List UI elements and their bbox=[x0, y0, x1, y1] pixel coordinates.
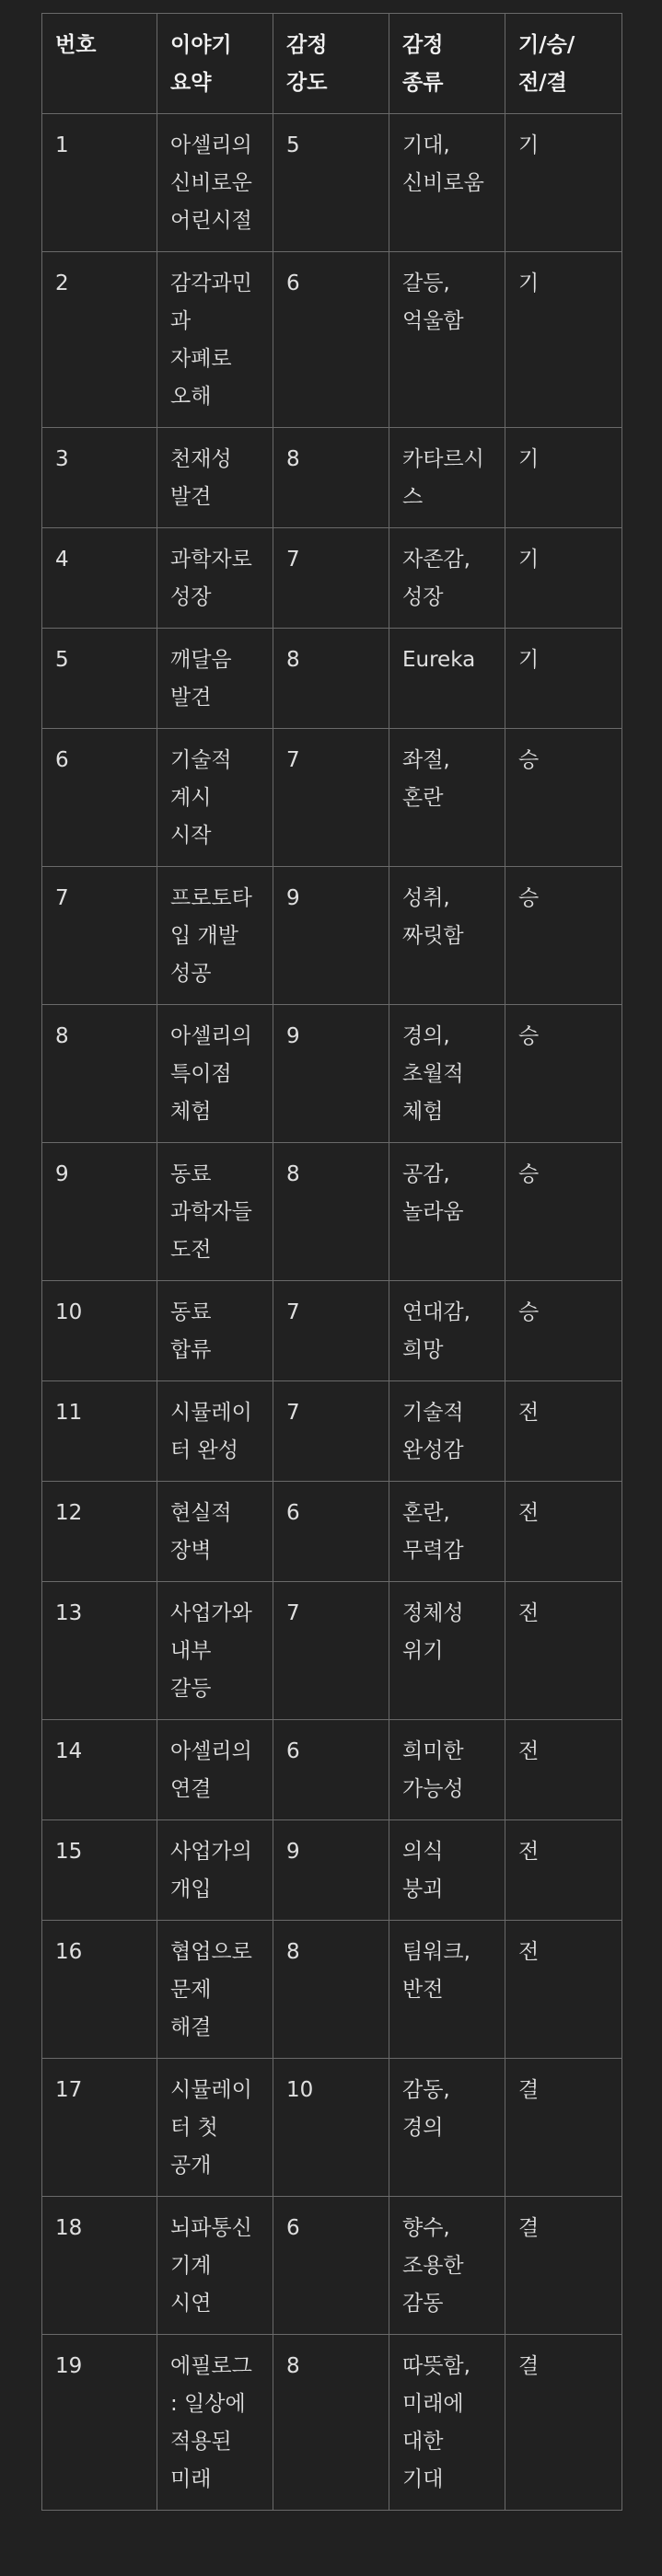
cell-emotion-intensity: 7 bbox=[273, 1281, 389, 1381]
cell-emotion-intensity: 5 bbox=[273, 114, 389, 252]
table-row bbox=[42, 1820, 622, 1921]
table-row bbox=[42, 114, 622, 252]
header-number: 번호 bbox=[42, 14, 157, 114]
table-row bbox=[42, 428, 622, 528]
cell-emotion-type: 자존감, 성장 bbox=[389, 528, 505, 629]
cell-story-stage: 결 bbox=[505, 2335, 622, 2511]
cell-emotion-intensity: 9 bbox=[273, 1005, 389, 1143]
table-row bbox=[42, 1281, 622, 1381]
cell-emotion-type: 성취, 짜릿함 bbox=[389, 867, 505, 1005]
cell-story-stage: 승 bbox=[505, 1281, 622, 1381]
cell-number: 7 bbox=[42, 867, 157, 1005]
cell-story-summary: 프로토타 입 개발 성공 bbox=[157, 867, 273, 1005]
cell-number: 17 bbox=[42, 2059, 157, 2197]
cell-story-stage: 승 bbox=[505, 867, 622, 1005]
table-row bbox=[42, 867, 622, 1005]
table-row bbox=[42, 1921, 622, 2059]
cell-emotion-type: 연대감, 희망 bbox=[389, 1281, 505, 1381]
table-row bbox=[42, 1005, 622, 1143]
cell-story-summary: 아셀리의 신비로운 어린시절 bbox=[157, 114, 273, 252]
cell-story-summary: 에필로그 : 일상에 적용된 미래 bbox=[157, 2335, 273, 2511]
cell-number: 6 bbox=[42, 729, 157, 867]
table-row bbox=[42, 1381, 622, 1482]
table-row bbox=[42, 2335, 622, 2511]
cell-emotion-intensity: 7 bbox=[273, 1381, 389, 1482]
table-row bbox=[42, 629, 622, 729]
cell-emotion-type: 따뜻함, 미래에 대한 기대 bbox=[389, 2335, 505, 2511]
cell-emotion-intensity: 6 bbox=[273, 1720, 389, 1820]
cell-emotion-intensity: 6 bbox=[273, 1482, 389, 1582]
cell-number: 11 bbox=[42, 1381, 157, 1482]
cell-story-stage: 전 bbox=[505, 1381, 622, 1482]
cell-story-summary: 과학자로 성장 bbox=[157, 528, 273, 629]
cell-emotion-type: 기대, 신비로움 bbox=[389, 114, 505, 252]
cell-story-stage: 결 bbox=[505, 2197, 622, 2335]
cell-emotion-type: 정체성 위기 bbox=[389, 1582, 505, 1720]
table-row bbox=[42, 1582, 622, 1720]
story-emotion-table bbox=[41, 13, 622, 2511]
cell-story-summary: 현실적 장벽 bbox=[157, 1482, 273, 1582]
cell-emotion-type: 희미한 가능성 bbox=[389, 1720, 505, 1820]
cell-story-stage: 기 bbox=[505, 114, 622, 252]
header-emotion-intensity: 감정 강도 bbox=[273, 14, 389, 114]
table-row bbox=[42, 252, 622, 428]
table-row bbox=[42, 729, 622, 867]
cell-emotion-type: 혼란, 무력감 bbox=[389, 1482, 505, 1582]
cell-emotion-type: 기술적 완성감 bbox=[389, 1381, 505, 1482]
cell-number: 3 bbox=[42, 428, 157, 528]
cell-emotion-intensity: 10 bbox=[273, 2059, 389, 2197]
table-row bbox=[42, 1720, 622, 1820]
cell-emotion-type: 팀워크, 반전 bbox=[389, 1921, 505, 2059]
cell-story-summary: 뇌파통신 기계 시연 bbox=[157, 2197, 273, 2335]
cell-number: 1 bbox=[42, 114, 157, 252]
cell-story-summary: 감각과민 과 자폐로 오해 bbox=[157, 252, 273, 428]
cell-story-stage: 승 bbox=[505, 1143, 622, 1281]
table-row bbox=[42, 2197, 622, 2335]
cell-story-stage: 결 bbox=[505, 2059, 622, 2197]
cell-emotion-intensity: 7 bbox=[273, 528, 389, 629]
cell-emotion-type: Eureka bbox=[389, 629, 505, 729]
cell-number: 9 bbox=[42, 1143, 157, 1281]
cell-story-summary: 시뮬레이 터 완성 bbox=[157, 1381, 273, 1482]
cell-story-summary: 협업으로 문제 해결 bbox=[157, 1921, 273, 2059]
cell-number: 12 bbox=[42, 1482, 157, 1582]
cell-story-stage: 기 bbox=[505, 528, 622, 629]
cell-emotion-type: 감동, 경의 bbox=[389, 2059, 505, 2197]
cell-emotion-intensity: 6 bbox=[273, 2197, 389, 2335]
header-story-summary: 이야기 요약 bbox=[157, 14, 273, 114]
cell-story-summary: 시뮬레이 터 첫 공개 bbox=[157, 2059, 273, 2197]
cell-story-stage: 전 bbox=[505, 1582, 622, 1720]
cell-emotion-intensity: 8 bbox=[273, 428, 389, 528]
cell-story-stage: 기 bbox=[505, 252, 622, 428]
table-body bbox=[42, 114, 622, 2511]
cell-emotion-intensity: 6 bbox=[273, 252, 389, 428]
header-emotion-type: 감정 종류 bbox=[389, 14, 505, 114]
cell-number: 8 bbox=[42, 1005, 157, 1143]
cell-story-summary: 동료 합류 bbox=[157, 1281, 273, 1381]
cell-emotion-type: 카타르시 스 bbox=[389, 428, 505, 528]
story-emotion-table-container bbox=[41, 13, 621, 2511]
table-row bbox=[42, 2059, 622, 2197]
cell-emotion-type: 좌절, 혼란 bbox=[389, 729, 505, 867]
cell-emotion-intensity: 8 bbox=[273, 629, 389, 729]
cell-story-summary: 천재성 발견 bbox=[157, 428, 273, 528]
cell-emotion-type: 공감, 놀라움 bbox=[389, 1143, 505, 1281]
cell-number: 15 bbox=[42, 1820, 157, 1921]
cell-emotion-type: 향수, 조용한 감동 bbox=[389, 2197, 505, 2335]
cell-emotion-intensity: 8 bbox=[273, 2335, 389, 2511]
cell-emotion-type: 경의, 초월적 체험 bbox=[389, 1005, 505, 1143]
cell-number: 5 bbox=[42, 629, 157, 729]
cell-story-summary: 기술적 계시 시작 bbox=[157, 729, 273, 867]
table-row bbox=[42, 1482, 622, 1582]
cell-emotion-intensity: 9 bbox=[273, 867, 389, 1005]
table-header bbox=[42, 14, 622, 114]
cell-story-summary: 사업가의 개입 bbox=[157, 1820, 273, 1921]
cell-emotion-type: 의식 붕괴 bbox=[389, 1820, 505, 1921]
cell-story-stage: 전 bbox=[505, 1921, 622, 2059]
cell-story-stage: 승 bbox=[505, 729, 622, 867]
cell-story-summary: 아셀리의 특이점 체험 bbox=[157, 1005, 273, 1143]
cell-emotion-intensity: 8 bbox=[273, 1921, 389, 2059]
cell-number: 19 bbox=[42, 2335, 157, 2511]
cell-number: 14 bbox=[42, 1720, 157, 1820]
cell-story-stage: 승 bbox=[505, 1005, 622, 1143]
cell-story-stage: 기 bbox=[505, 629, 622, 729]
cell-story-stage: 전 bbox=[505, 1820, 622, 1921]
cell-number: 2 bbox=[42, 252, 157, 428]
header-story-stage: 기/승/ 전/결 bbox=[505, 14, 622, 114]
cell-emotion-intensity: 7 bbox=[273, 1582, 389, 1720]
cell-number: 10 bbox=[42, 1281, 157, 1381]
cell-story-summary: 사업가와 내부 갈등 bbox=[157, 1582, 273, 1720]
cell-emotion-intensity: 9 bbox=[273, 1820, 389, 1921]
cell-number: 13 bbox=[42, 1582, 157, 1720]
header-row bbox=[42, 14, 622, 114]
cell-number: 16 bbox=[42, 1921, 157, 2059]
cell-number: 18 bbox=[42, 2197, 157, 2335]
cell-story-stage: 전 bbox=[505, 1720, 622, 1820]
cell-story-summary: 깨달음 발견 bbox=[157, 629, 273, 729]
cell-number: 4 bbox=[42, 528, 157, 629]
table-row bbox=[42, 528, 622, 629]
cell-story-summary: 동료 과학자들 도전 bbox=[157, 1143, 273, 1281]
cell-story-stage: 전 bbox=[505, 1482, 622, 1582]
cell-story-summary: 아셀리의 연결 bbox=[157, 1720, 273, 1820]
cell-story-stage: 기 bbox=[505, 428, 622, 528]
cell-emotion-intensity: 8 bbox=[273, 1143, 389, 1281]
cell-emotion-type: 갈등, 억울함 bbox=[389, 252, 505, 428]
cell-emotion-intensity: 7 bbox=[273, 729, 389, 867]
table-row bbox=[42, 1143, 622, 1281]
